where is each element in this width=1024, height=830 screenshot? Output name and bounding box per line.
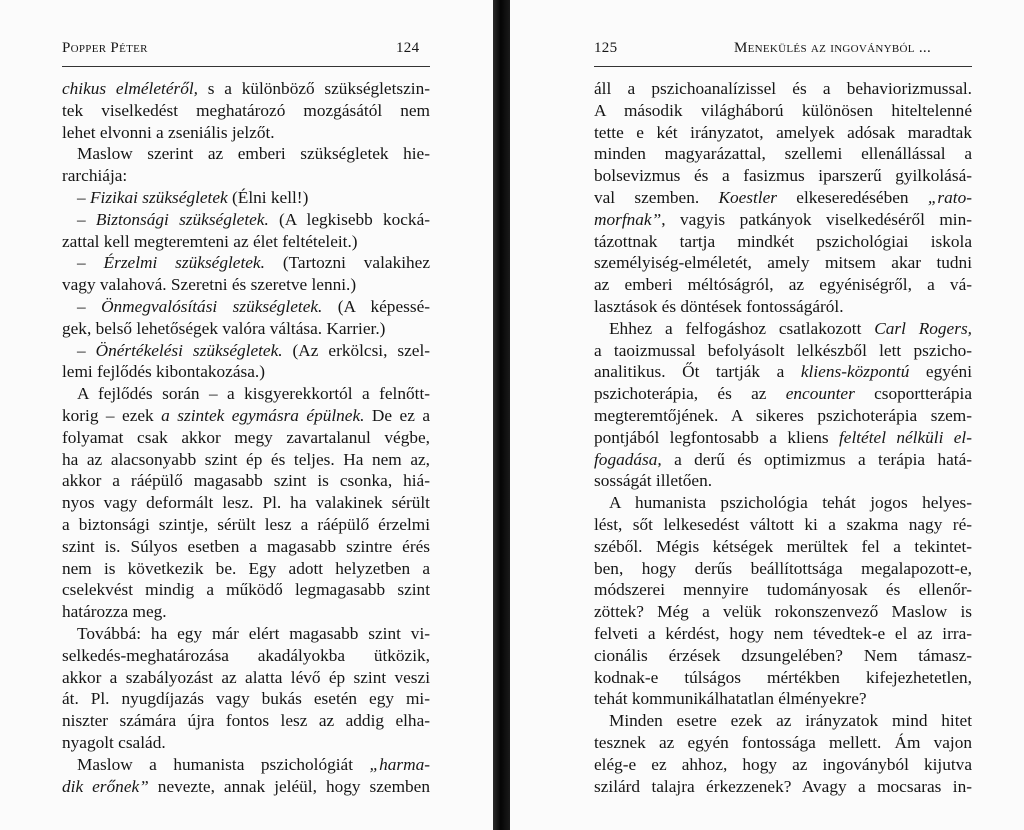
text-line: tázottnak tartja mindkét pszichológiai iskola xyxy=(594,231,972,251)
text-line: megteremtőjének. A sikeres pszichoterápia szem- xyxy=(594,405,972,425)
text-line: pszichoterápia, és az encounter csoportterápia xyxy=(594,384,972,404)
text-line: áll a pszichoanalízissel és a behaviorizmussal. xyxy=(594,79,972,98)
text-line: analitikus. Őt tartják a kliens-központú egyéni xyxy=(594,362,972,382)
running-head-title: Menekülés az ingoványból ... xyxy=(734,40,931,56)
text-line: chikus elméletéről, s a különböző szükségletszin- xyxy=(62,79,430,98)
text-line: A fejlődés során – a kisgyerekkortól a felnőtt- xyxy=(77,384,430,404)
text-line: nem is következik be. Egy adott helyzetben a xyxy=(62,558,430,578)
text-line: korig – ezek a szintek egymásra épülnek. De ez a xyxy=(62,405,431,425)
text-line: – Önmegvalósítási szükségletek. (A képessé- xyxy=(77,296,430,316)
header-rule xyxy=(62,66,430,67)
text-line: bolsevizmus és a fasizmus iparszerű gyilkolásá- xyxy=(594,166,972,186)
text-line: ha az alacsonyabb szint ép és teljes. Ha nem az, xyxy=(62,449,430,469)
text-line: – Fizikai szükségletek (Élni kell!) xyxy=(77,187,309,207)
page-number-left: 124 xyxy=(396,40,420,56)
text-line: a biztonsági szintje, sérült lesz a ráépülő érzelmi xyxy=(62,514,430,534)
text-line: ben, hogy derűs beállítottsága megalapozott-e, xyxy=(594,558,972,578)
text-line: határozza meg. xyxy=(62,602,167,622)
text-line: szint is. Súlyos esetben a magasabb szintre érés xyxy=(62,536,430,556)
text-line: minden magyarázattal, szellemi ellenállással a xyxy=(594,144,972,164)
text-line: nyos vagy deformált lesz. Pl. ha valakinek sérült xyxy=(62,493,430,513)
text-line: – Biztonsági szükségletek. (A legkisebb kocká- xyxy=(77,209,431,229)
text-line: gek, belső lehetőségek valóra váltása. Karrier.) xyxy=(62,318,386,338)
body-text-right xyxy=(594,78,972,797)
text-line: val szemben. Koestler elkeseredésében „rato- xyxy=(594,187,972,207)
text-line: a taoizmussal befolyásolt lelkészből lett pszicho- xyxy=(594,340,972,360)
text-line: szilárd talajra érkezzenek? Avagy a mocsaras in- xyxy=(594,776,972,796)
text-line: az emberi méltóságról, az egyéniségről, a vá- xyxy=(594,275,972,295)
text-line: akkor a szabályozást az alatta lévő ép szint veszi xyxy=(62,667,430,687)
text-line: folyamat csak akkor megy zavartalanul végbe, xyxy=(62,427,430,447)
text-line: cselekvést mindig a működő legmagasabb szint xyxy=(62,580,430,600)
text-line: rarchiája: xyxy=(62,166,128,186)
page-number-right: 125 xyxy=(594,40,618,56)
text-line: cionális érzések dzsungelében? Nem támasz- xyxy=(594,645,972,665)
text-line: tesznek az egyén fontossága mellett. Ám vajon xyxy=(594,732,972,752)
text-line: széből. Mégis kétségek merültek fel a tekintet- xyxy=(594,536,972,556)
text-line: Maslow szerint az emberi szükségletek hie- xyxy=(77,144,430,164)
text-line: – Érzelmi szükségletek. (Tartozni valakihez xyxy=(77,253,430,273)
text-line: Minden esetre ezek az irányzatok mind hitet xyxy=(609,711,972,731)
text-line: A második világháború különösen hiteltelenné xyxy=(594,100,972,120)
text-line: morfnak”, vagyis patkányok viselkedéséről min- xyxy=(594,209,972,229)
text-line: Ehhez a felfogáshoz csatlakozott Carl Rogers, xyxy=(609,318,972,338)
text-line: zöttek? Még a velük rokonszenvező Maslow is xyxy=(594,602,972,622)
header-rule xyxy=(594,66,972,67)
text-line: dik erőnek” nevezte, annak jeléül, hogy szemben xyxy=(62,776,430,796)
text-line: lemi fejlődés kibontakozása.) xyxy=(62,362,265,382)
text-line: át. Pl. nyugdíjazás vagy bukás esetén egy mi- xyxy=(62,689,430,709)
text-line: – Önértékelési szükségletek. (Az erkölcsi, szel- xyxy=(77,340,430,360)
text-line: niszter számára újra fontos lesz az addig elha- xyxy=(62,711,430,731)
text-line: kodnak-e túlságos mértékben kifejezhetetlen, xyxy=(594,667,972,687)
text-line: zattal kell megteremteni az élet feltételeit.) xyxy=(62,231,358,251)
text-line: fogadása, a derű és optimizmus a terápia hatá- xyxy=(594,449,972,469)
body-text-left xyxy=(62,78,430,797)
text-line: felveti a kérdést, hogy nem tévedtek-e el az irra- xyxy=(594,623,972,643)
text-line: elég-e ez ahhoz, hogy az ingoványból kijutva xyxy=(594,754,972,774)
text-line: vagy valahová. Szeretni és szeretve lenni.) xyxy=(62,275,357,295)
text-line: tek viselkedést meghatározó mozgásától nem xyxy=(62,100,430,120)
text-line: Továbbá: ha egy már elért magasabb szint vi- xyxy=(77,623,430,643)
text-line: akkor a ráépülő magasabb szint is csonka, hiá- xyxy=(62,471,430,491)
text-line: lasztások és döntések fontosságáról. xyxy=(594,296,844,316)
book-gutter xyxy=(493,0,510,830)
text-line: pontjából legfontosabb a kliens feltétel nélküli el- xyxy=(594,427,972,447)
text-line: sosságát illetően. xyxy=(594,471,713,491)
running-head-author: Popper Péter xyxy=(62,40,148,56)
text-line: tehát kommunikálhatatlan élményekre? xyxy=(594,689,867,709)
right-page xyxy=(512,0,1024,830)
text-line: nyagolt család. xyxy=(62,732,166,752)
text-line: személyiség-elméletét, amely mitsem akar tudni xyxy=(594,253,972,273)
text-line: Maslow a humanista pszichológiát „harma- xyxy=(77,754,430,774)
text-line: A humanista pszichológia tehát jogos helyes- xyxy=(609,493,972,513)
left-page xyxy=(0,0,496,830)
text-line: tette e két irányzatot, amelyek adósak maradtak xyxy=(594,122,972,142)
text-line: módszerei mennyire tudományosak és ellenőr- xyxy=(594,580,972,600)
text-line: lést, sőt lelkesedést váltott ki a szakma nagy ré- xyxy=(594,514,972,534)
text-line: lehet elvonni a zseniális jelzőt. xyxy=(62,122,275,142)
text-line: selkedés-meghatározása akadályokba ütközik, xyxy=(62,645,430,665)
